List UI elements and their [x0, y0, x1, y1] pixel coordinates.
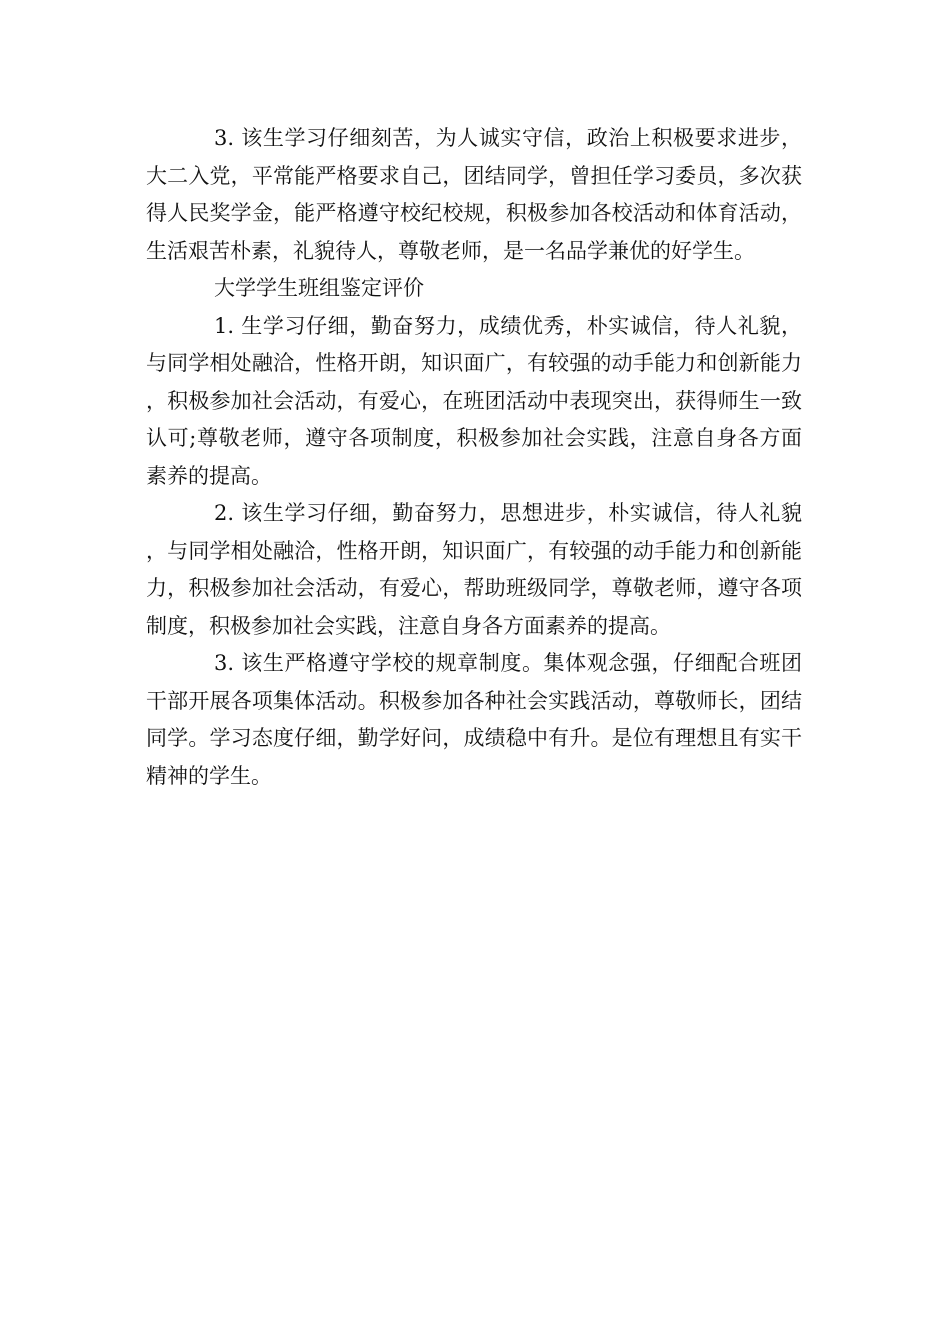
paragraph-evaluation-3-intro: 3. 该生学习仔细刻苦，为人诚实守信，政治上积极要求进步，大二入党，平常能严格要求自己，团结同学，曾担任学习委员，多次获得人民奖学金，能严格遵守校纪校规，积极参加各校活动和体育活动，生活艰苦朴素，礼貌待人，尊敬老师，是一名品学兼优的好学生。	[146, 126, 802, 263]
paragraph-evaluation-3: 3. 该生严格遵守学校的规章制度。集体观念强，仔细配合班团干部开展各项集体活动。积极参加各种社会实践活动，尊敬师长，团结同学。学习态度仔细，勤学好问，成绩稳中有升。是位有理想且有实干精神的学生。	[146, 651, 802, 788]
document-body	[146, 120, 802, 795]
paragraph-evaluation-2: 2. 该生学习仔细，勤奋努力，思想进步，朴实诚信，待人礼貌，与同学相处融洽，性格开朗，知识面广，有较强的动手能力和创新能力，积极参加社会活动，有爱心，帮助班级同学，尊敬老师，遵守各项制度，积极参加社会实践，注意自身各方面素养的提高。	[146, 501, 802, 638]
section-heading: 大学学生班组鉴定评价	[214, 276, 424, 300]
paragraph-evaluation-1: 1. 生学习仔细，勤奋努力，成绩优秀，朴实诚信，待人礼貌，与同学相处融洽，性格开朗，知识面广，有较强的动手能力和创新能力，积极参加社会活动，有爱心，在班团活动中表现突出，获得师生一致认可;尊敬老师，遵守各项制度，积极参加社会实践，注意自身各方面素养的提高。	[146, 313, 802, 488]
